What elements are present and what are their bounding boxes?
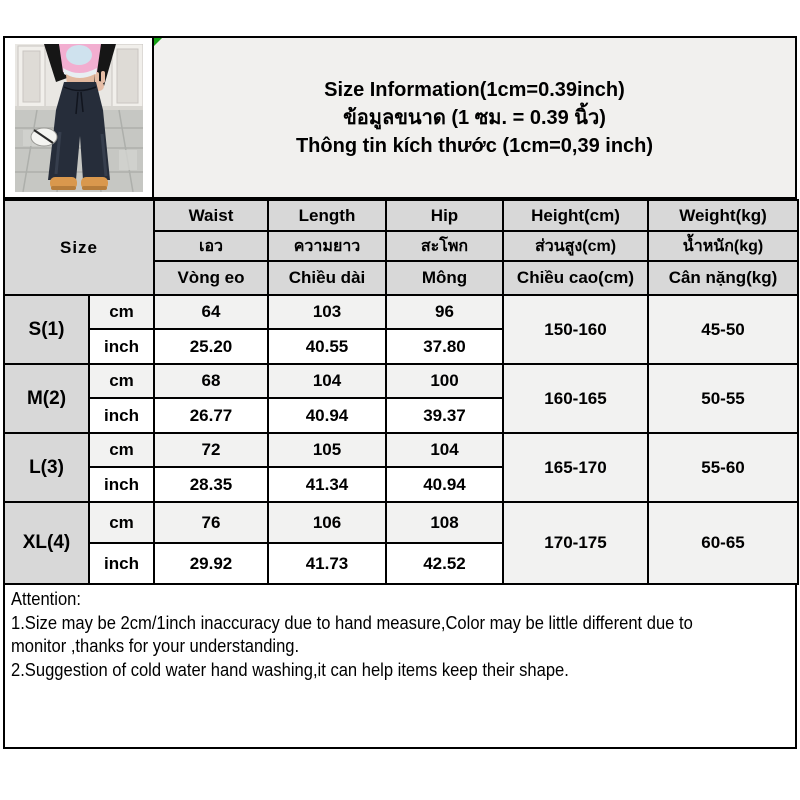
green-corner-marker [154, 38, 162, 46]
attention-line-1a: 1.Size may be 2cm/1inch inaccuracy due to hand measure,Color may be little different due to [11, 612, 693, 633]
xl-hip-cm: 108 [386, 502, 503, 543]
m-length-cm: 104 [268, 364, 386, 398]
m-hip-inch: 39.37 [386, 398, 503, 433]
m-waist-cm: 68 [154, 364, 268, 398]
s-height-range: 150-160 [503, 295, 648, 364]
col-header-height-th: ส่วนสูง(cm) [503, 231, 648, 261]
unit-label-cm: cm [89, 295, 154, 329]
size-chart-sheet [3, 36, 797, 749]
unit-label-inch: inch [89, 543, 154, 584]
title-english: Size Information(1cm=0.39inch) [324, 78, 625, 101]
m-hip-cm: 100 [386, 364, 503, 398]
s-length-inch: 40.55 [268, 329, 386, 364]
col-header-length-vi: Chiều dài [268, 261, 386, 295]
col-header-weight-th: น้ำหนัก(kg) [648, 231, 798, 261]
xl-waist-cm: 76 [154, 502, 268, 543]
unit-label-inch: inch [89, 398, 154, 433]
s-hip-inch: 37.80 [386, 329, 503, 364]
col-header-waist-en: Waist [154, 200, 268, 231]
unit-label-cm: cm [89, 433, 154, 467]
col-header-hip-vi: Mông [386, 261, 503, 295]
header-section [3, 36, 797, 199]
xl-weight-range: 60-65 [648, 502, 798, 584]
l-hip-cm: 104 [386, 433, 503, 467]
xl-length-inch: 41.73 [268, 543, 386, 584]
s-waist-inch: 25.20 [154, 329, 268, 364]
attention-title: Attention: [11, 589, 81, 609]
xl-length-cm: 106 [268, 502, 386, 543]
m-length-inch: 40.94 [268, 398, 386, 433]
size-label-xl: XL(4) [4, 502, 89, 584]
unit-label-cm: cm [89, 502, 154, 543]
m-height-range: 160-165 [503, 364, 648, 433]
unit-label-cm: cm [89, 364, 154, 398]
unit-label-inch: inch [89, 329, 154, 364]
attention-line-1b: monitor ,thanks for your understanding. [11, 636, 300, 656]
col-header-length-th: ความยาว [268, 231, 386, 261]
l-waist-cm: 72 [154, 433, 268, 467]
s-hip-cm: 96 [386, 295, 503, 329]
unit-label-inch: inch [89, 467, 154, 502]
l-hip-inch: 40.94 [386, 467, 503, 502]
l-length-inch: 41.34 [268, 467, 386, 502]
col-header-height-vi: Chiều cao(cm) [503, 261, 648, 295]
size-header-cell: Size [4, 200, 154, 295]
xl-waist-inch: 29.92 [154, 543, 268, 584]
title-vietnamese: Thông tin kích thước (1cm=0,39 inch) [295, 134, 654, 157]
size-table [3, 199, 799, 585]
m-weight-range: 50-55 [648, 364, 798, 433]
attention-note [3, 585, 797, 749]
title-box [154, 38, 795, 197]
l-waist-inch: 28.35 [154, 467, 268, 502]
col-header-hip-en: Hip [386, 200, 503, 231]
xl-height-range: 170-175 [503, 502, 648, 584]
l-weight-range: 55-60 [648, 433, 798, 502]
xl-hip-inch: 42.52 [386, 543, 503, 584]
col-header-weight-en: Weight(kg) [648, 200, 798, 231]
s-length-cm: 103 [268, 295, 386, 329]
product-photo [5, 38, 154, 197]
size-label-m: M(2) [4, 364, 89, 433]
m-waist-inch: 26.77 [154, 398, 268, 433]
size-label-s: S(1) [4, 295, 89, 364]
l-height-range: 165-170 [503, 433, 648, 502]
s-weight-range: 45-50 [648, 295, 798, 364]
s-waist-cm: 64 [154, 295, 268, 329]
model-photo-illustration [15, 44, 143, 192]
col-header-hip-th: สะโพก [386, 231, 503, 261]
col-header-waist-th: เอว [154, 231, 268, 261]
col-header-weight-vi: Cân nặng(kg) [648, 261, 798, 295]
col-header-height-en: Height(cm) [503, 200, 648, 231]
col-header-waist-vi: Vòng eo [154, 261, 268, 295]
attention-line-2: 2.Suggestion of cold water hand washing,it can help items keep their shape. [11, 659, 569, 680]
size-label-l: L(3) [4, 433, 89, 502]
col-header-length-en: Length [268, 200, 386, 231]
title-thai: ข้อมูลขนาด (1 ซม. = 0.39 นิ้ว) [343, 106, 606, 129]
l-length-cm: 105 [268, 433, 386, 467]
